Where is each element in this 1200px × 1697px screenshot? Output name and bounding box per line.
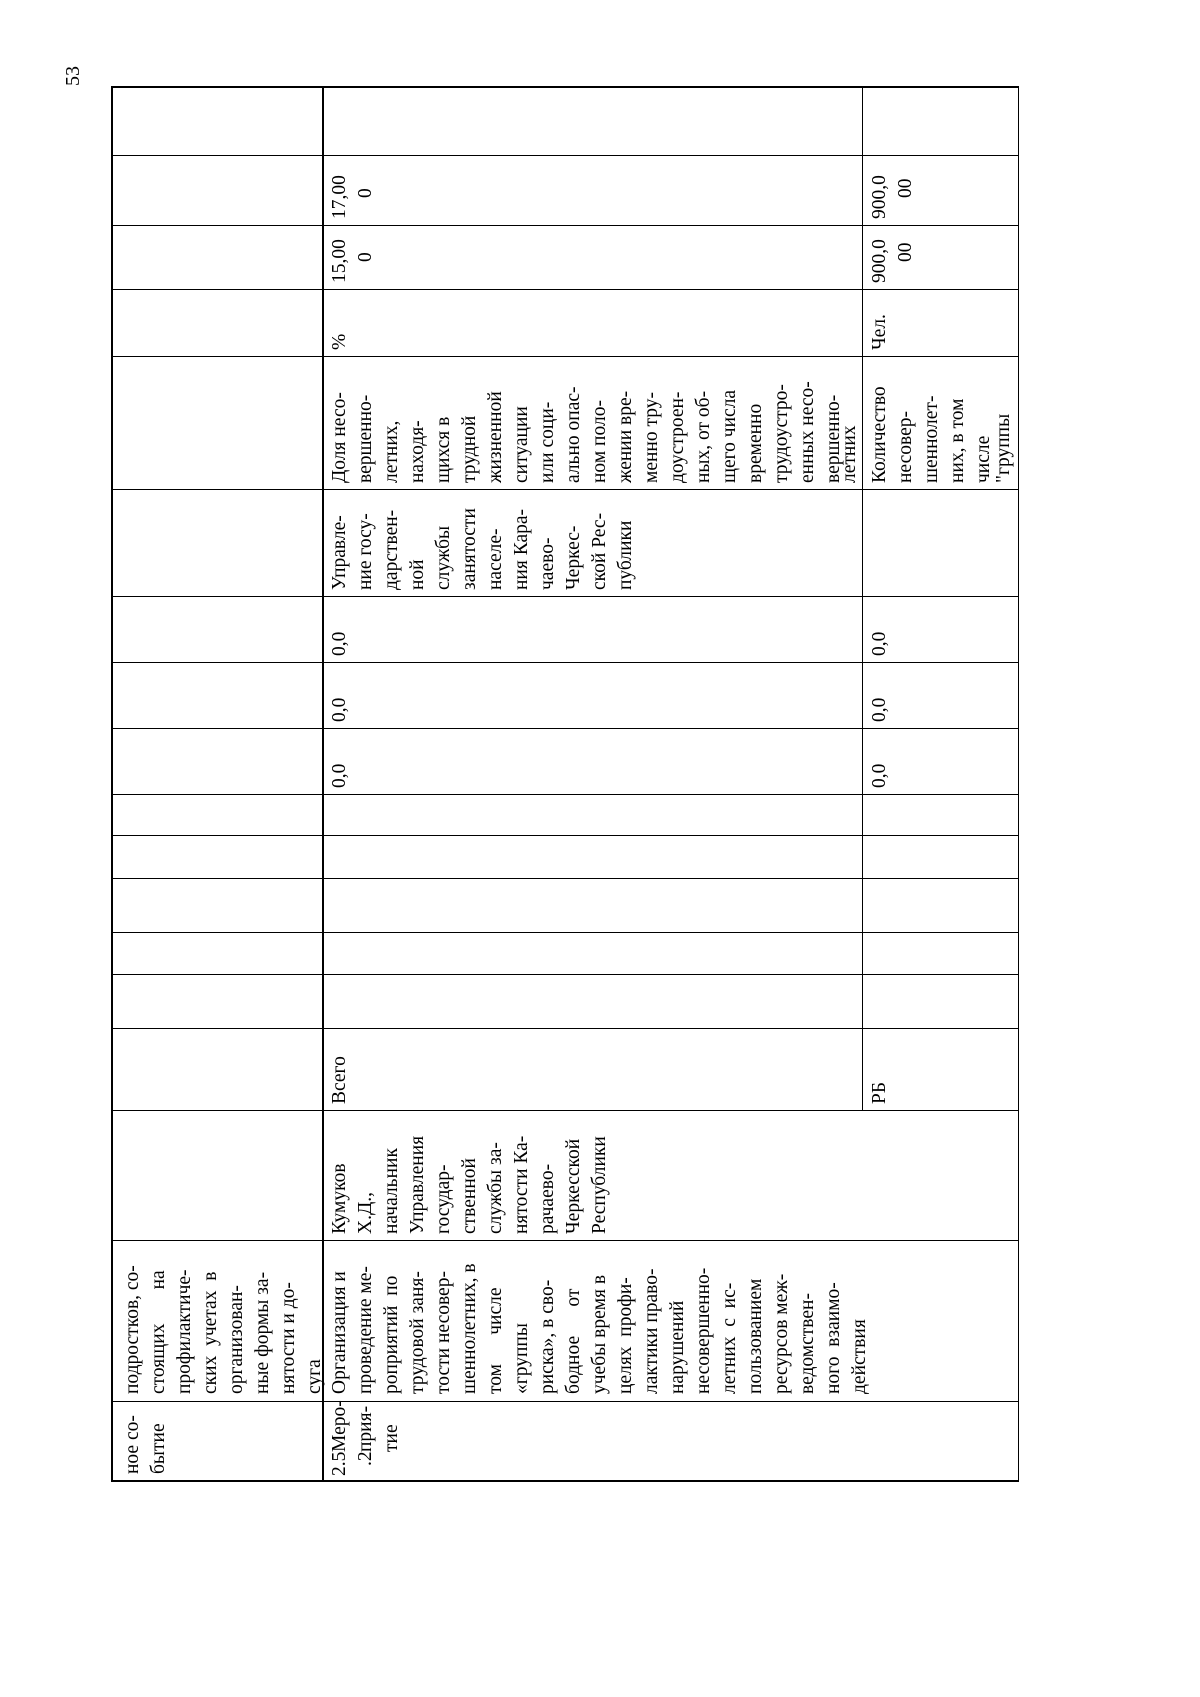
continued-name-line: организован- [226,1285,247,1394]
indicator-1-value-1-line: 0 [355,252,376,262]
total-value: 0,0 [329,763,350,788]
event-name-line: целях профи- [615,1277,636,1394]
responsible-line: Кумуков [329,1163,350,1234]
indicator-1-line: вершенно- [823,394,844,483]
funding-source-total: Всего [329,1056,350,1104]
indicator-1-line: щихся в [433,416,454,483]
indicator-1-value-1-line: 15,00 [329,239,350,283]
event-name-line: трудовой заня- [407,1271,428,1394]
executor-line: ной [407,559,428,590]
responsible-line: службы за- [485,1142,506,1234]
event-name-line: риска», в сво- [537,1279,558,1394]
indicator-1-line: менно тру- [641,392,662,483]
indicator-2-line: числе [973,435,994,483]
funding-source-rb: РБ [869,1081,890,1104]
row-number-line: .2 [355,1451,376,1466]
event-name-line: пользованием [745,1278,766,1394]
continued-name-line: ских учетах в [200,1271,221,1394]
indicator-2-value-2-line: 900,0 [869,175,890,219]
rb-value: 0,0 [869,631,890,656]
event-name-line: лактики право- [641,1268,662,1394]
indicator-1-line: ном поло- [589,400,610,483]
continued-type-line: бытие [148,1423,169,1474]
executor-line: чаево- [537,537,558,590]
indicator-1-line: ально опас- [563,386,584,483]
total-value: 0,0 [329,697,350,722]
indicator-1-line: ных, от об- [693,390,714,483]
rb-value: 0,0 [869,697,890,722]
responsible-line: государ- [433,1164,454,1234]
indicator-2-value-2-line: 00 [895,178,916,198]
continued-type-line: ное со- [122,1415,143,1474]
executor-line: занятости [459,508,480,590]
indicator-2-value-1-line: 00 [895,242,916,262]
event-name-line: ведомствен- [797,1293,818,1394]
indicator-1-line: жизненной [485,391,506,483]
total-value: 0,0 [329,631,350,656]
event-name-line: тости несовер- [433,1271,454,1394]
continued-name-line: суга [304,1359,325,1394]
indicator-1-line: трудной [459,415,480,483]
continued-name-line: профилактиче- [174,1269,195,1394]
event-name-line: учебы время в [589,1274,610,1394]
event-name-line: летних с ис- [719,1282,740,1394]
indicator-1-line: енных несо- [797,381,818,483]
indicator-1-value-2-line: 0 [355,188,376,198]
event-name-line: роприятий по [381,1275,402,1394]
indicator-2-line: Количество [869,386,890,483]
executor-line: публики [615,520,636,590]
row-type-line: тие [381,1424,402,1452]
executor-line: ние госу- [355,513,376,590]
executor-line: Управле- [329,515,350,590]
indicator-1-line: ситуации [511,406,532,483]
event-name-line: нарушений [667,1300,688,1394]
page-number: 53 [62,66,84,86]
indicator-1-line: летних, [381,420,402,483]
responsible-line: ственной [459,1158,480,1234]
continued-name-line: подростков, со- [122,1265,143,1394]
executor-line: службы [433,525,454,590]
indicator-1-line: Доля несо- [329,392,350,483]
indicator-1-line: щего числа [719,389,740,483]
event-name-line: «группы [511,1323,532,1394]
indicator-1-line: жении вре- [615,390,636,483]
indicator-2-line: шеннолет- [921,395,942,483]
indicator-2-line: несовер- [895,411,916,483]
indicator-2-line: "группы [993,413,1014,483]
indicator-2-unit: Чел. [869,314,890,350]
responsible-line: Черкесской [563,1138,584,1234]
continued-name-line: стоящих на [148,1270,169,1394]
indicator-1-line: временно [745,403,766,483]
indicator-1-line: доустроен- [667,391,688,483]
indicator-1-line: или соци- [537,401,558,483]
row-number-line: 2.5 [329,1451,350,1476]
row-type-line: Меро- [329,1400,350,1452]
indicator-1-line: вершенно- [355,394,376,483]
executor-line: ния Кара- [511,508,532,590]
continued-name-line: нятости и до- [278,1282,299,1394]
row-type-line: прия- [355,1405,376,1452]
event-name-line: проведение ме- [355,1266,376,1394]
event-name-line: ресурсов меж- [771,1273,792,1394]
executor-line: дарствен- [381,509,402,590]
executor-line: населе- [485,528,506,590]
responsible-line: Республики [589,1136,610,1234]
responsible-line: Управления [407,1135,428,1234]
indicator-1-line: летних [839,425,860,483]
responsible-line: нятости Ка- [511,1135,532,1234]
responsible-line: рачаево- [537,1163,558,1234]
indicator-1-value-2-line: 17,00 [329,175,350,219]
continued-name-line: ные формы за- [252,1271,273,1394]
indicator-1-unit: % [329,333,350,350]
event-name-line: бодное от [563,1288,584,1394]
executor-line: Черкес- [563,525,584,590]
indicator-1-line: находя- [407,420,428,483]
event-name-line: том числе [485,1287,506,1394]
indicator-2-value-1-line: 900,0 [869,239,890,283]
event-name-line: шеннолетних, в [459,1263,480,1394]
indicator-1-line: трудоустро- [771,384,792,483]
event-name-line: ного взаимо- [823,1282,844,1394]
responsible-line: начальник [381,1148,402,1234]
event-name-line: действия [849,1319,870,1394]
indicator-2-line: них, в том [947,398,968,483]
rb-value: 0,0 [869,763,890,788]
event-name-line: Организация и [329,1271,350,1394]
event-name-line: несовершенно- [693,1267,714,1394]
executor-line: ской Рес- [589,512,610,590]
responsible-line: Х.Д., [355,1191,376,1234]
